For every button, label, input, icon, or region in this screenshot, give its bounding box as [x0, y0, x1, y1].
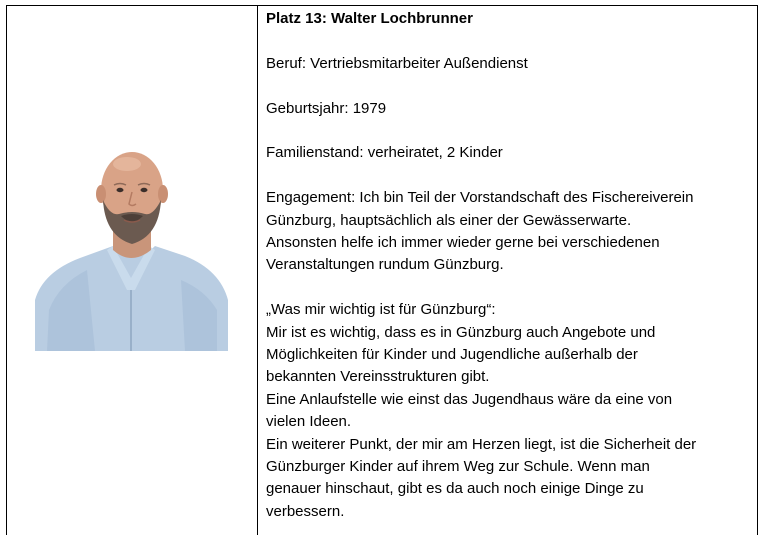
portrait-illustration [35, 150, 228, 351]
profile-familienstand: Familienstand: verheiratet, 2 Kinder [266, 144, 503, 162]
profile-geburtsjahr: Geburtsjahr: 1979 [266, 99, 387, 117]
profile-wichtig-heading: „Was mir wichtig ist für Günzburg“: [266, 301, 496, 319]
profile-engagement: Engagement: Ich bin Teil der Vorstandschaft des Fischereiverein Günzburg, hauptsächlich als einer der Gewässerwarte. Ansonsten helfe ich immer wieder gerne bei verschiedenen Veranstaltungen rundum Günzburg. [266, 189, 694, 274]
column-divider [257, 6, 258, 535]
profile-wichtig-text: Mir ist es wichtig, dass es in Günzburg auch Angebote und Möglichkeiten für Kinder und Jugendliche außerhalb der bekannten Vereinsstrukturen gibt. Eine Anlaufstelle wie einst das Jugendhaus wäre da eine von vielen Ideen. Ein weiterer Punkt, der mir am Herzen liegt, ist die Sicherheit der Günzburger Kinder auf ihrem Weg zur Schule. Wenn man genauer hinschaut, gibt es da auch noch einige Dinge zu verbessern. [266, 323, 697, 520]
profile-title: Platz 13: Walter Lochbrunner [266, 10, 473, 27]
portrait-photo [35, 150, 228, 351]
profile-beruf: Beruf: Vertriebsmitarbeiter Außendienst [266, 54, 528, 72]
profile-text [266, 8, 754, 523]
